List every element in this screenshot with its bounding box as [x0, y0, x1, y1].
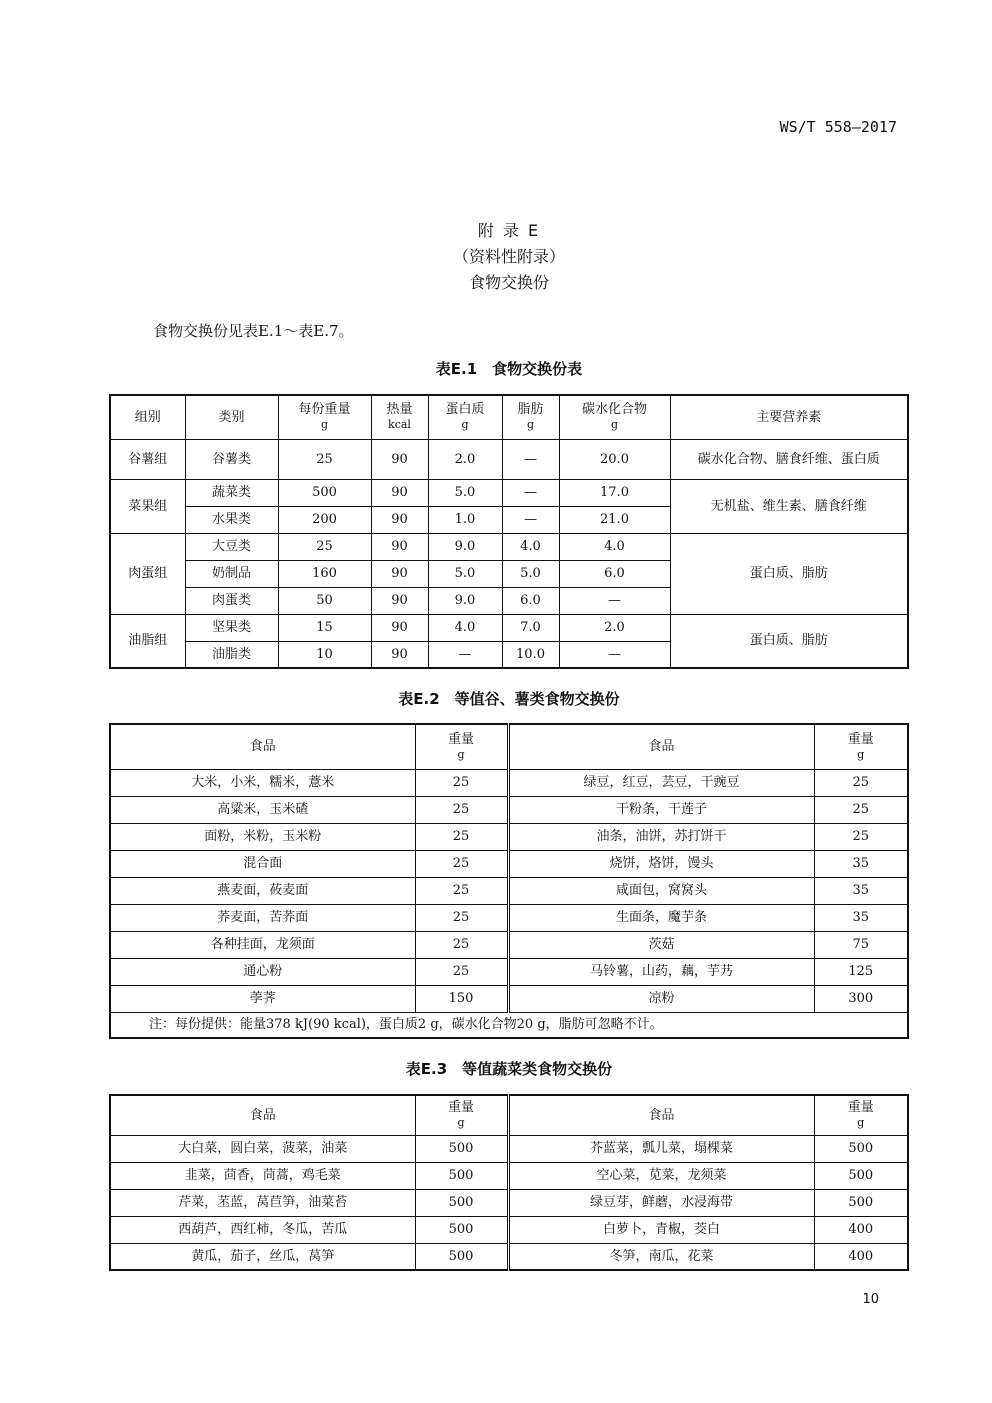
weight-left-cell: 25	[415, 958, 508, 985]
header-group: 组别	[110, 395, 185, 439]
table-row	[110, 769, 908, 796]
fat-cell: 4.0	[502, 533, 559, 560]
food-left-cell: 各种挂面，龙须面	[110, 931, 415, 958]
weight-right-cell: 500	[814, 1189, 908, 1216]
appendix-subject: 食物交换份	[468, 273, 549, 292]
fat-cell: —	[502, 506, 559, 533]
food-right-cell: 凉粉	[508, 985, 814, 1012]
weight-right-cell: 75	[814, 931, 908, 958]
intro-paragraph: 食物交换份见表E.1～表E.7。	[153, 322, 354, 340]
header-weight-left	[415, 1095, 508, 1135]
energy-cell: 90	[371, 533, 428, 560]
carb-cell: —	[559, 587, 670, 614]
table-row	[110, 479, 908, 506]
category-cell: 蔬菜类	[185, 479, 278, 506]
table-row	[110, 1189, 908, 1216]
document-code: WS/T 558—2017	[779, 118, 897, 136]
food-left-cell: 芹菜，苤蓝，莴苣笋，油菜苔	[110, 1189, 415, 1216]
energy-cell: 90	[371, 506, 428, 533]
weight-left-cell: 500	[415, 1162, 508, 1189]
protein-cell: 9.0	[428, 533, 502, 560]
protein-cell: 5.0	[428, 479, 502, 506]
weight-left-cell: 25	[415, 796, 508, 823]
energy-cell: 90	[371, 641, 428, 668]
appendix-title: 附 录 E	[477, 221, 541, 240]
protein-cell: 1.0	[428, 506, 502, 533]
header-energy-label: 热量	[386, 402, 413, 418]
nutrients-cell: 无机盐、维生素、膳食纤维	[670, 479, 908, 533]
weight-right-cell: 25	[814, 769, 908, 796]
food-left-cell: 高粱米，玉米碴	[110, 796, 415, 823]
table3-caption: 表E.3 等值蔬菜类食物交换份	[405, 1060, 613, 1078]
table-row	[110, 877, 908, 904]
food-right-cell: 空心菜，苋菜，龙须菜	[508, 1162, 814, 1189]
carb-cell: 4.0	[559, 533, 670, 560]
weight-right-cell: 35	[814, 904, 908, 931]
category-cell: 谷薯类	[185, 439, 278, 479]
table2-caption: 表E.2 等值谷、薯类食物交换份	[398, 690, 620, 708]
protein-cell: 2.0	[428, 439, 502, 479]
energy-cell: 90	[371, 560, 428, 587]
food-right-cell: 茨菇	[508, 931, 814, 958]
table1-header-row	[110, 395, 908, 439]
header-carb-label: 碳水化合物	[581, 402, 647, 418]
fat-cell: 7.0	[502, 614, 559, 641]
header-carb-unit: g	[610, 418, 619, 432]
carb-cell: 6.0	[559, 560, 670, 587]
weight-right-cell: 500	[814, 1162, 908, 1189]
header-weight-unit: g	[457, 1116, 465, 1130]
weight-cell: 15	[278, 614, 371, 641]
weight-right-cell: 35	[814, 850, 908, 877]
weight-cell: 25	[278, 533, 371, 560]
nutrients-cell: 碳水化合物、膳食纤维、蛋白质	[670, 439, 908, 479]
page-number: 10	[862, 1292, 879, 1307]
table-row	[110, 904, 908, 931]
header-category: 类别	[185, 395, 278, 439]
header-carb	[559, 395, 670, 439]
food-right-cell: 冬笋，南瓜，花菜	[508, 1243, 814, 1270]
food-left-cell: 荞麦面，苦荞面	[110, 904, 415, 931]
protein-cell: 4.0	[428, 614, 502, 641]
food-left-cell: 大白菜，圆白菜，菠菜，油菜	[110, 1135, 415, 1162]
weight-left-cell: 25	[415, 823, 508, 850]
weight-left-cell: 500	[415, 1216, 508, 1243]
table-row	[110, 1216, 908, 1243]
table-row	[110, 958, 908, 985]
header-food-right: 食品	[508, 724, 814, 769]
table2-header-row	[110, 724, 908, 769]
food-right-cell: 白萝卜，青椒，茭白	[508, 1216, 814, 1243]
weight-left-cell: 150	[415, 985, 508, 1012]
weight-right-cell: 25	[814, 796, 908, 823]
carb-cell: —	[559, 641, 670, 668]
header-weight-unit: g	[857, 1116, 865, 1130]
food-left-cell: 燕麦面，莜麦面	[110, 877, 415, 904]
food-right-cell: 油条，油饼，苏打饼干	[508, 823, 814, 850]
food-right-cell: 马铃薯，山药，藕，芋艿	[508, 958, 814, 985]
table-note: 注：每份提供：能量378 kJ(90 kcal)，蛋白质2 g，碳水化合物20 g，脂肪可忽略不计。	[110, 1012, 908, 1038]
header-weight-right	[814, 1095, 908, 1135]
header-weight-unit: g	[457, 747, 465, 761]
carb-cell: 20.0	[559, 439, 670, 479]
weight-left-cell: 500	[415, 1135, 508, 1162]
header-nutrients: 主要营养素	[670, 395, 908, 439]
food-left-cell: 黄瓜，茄子，丝瓜，莴笋	[110, 1243, 415, 1270]
header-weight-label: 重量	[447, 731, 474, 747]
weight-right-cell: 25	[814, 823, 908, 850]
table-row	[110, 1162, 908, 1189]
note-row	[110, 1012, 908, 1038]
weight-left-cell: 25	[415, 769, 508, 796]
appendix-type: （资料性附录）	[452, 247, 565, 266]
weight-cell: 160	[278, 560, 371, 587]
nutrients-cell: 蛋白质、脂肪	[670, 533, 908, 614]
energy-cell: 90	[371, 587, 428, 614]
group-cell: 肉蛋组	[110, 533, 185, 614]
table3-header-row	[110, 1095, 908, 1135]
weight-left-cell: 500	[415, 1243, 508, 1270]
table-row	[110, 439, 908, 479]
food-left-cell: 混合面	[110, 850, 415, 877]
header-protein-unit: g	[461, 418, 469, 432]
category-cell: 油脂类	[185, 641, 278, 668]
table-row	[110, 823, 908, 850]
weight-cell: 10	[278, 641, 371, 668]
category-cell: 水果类	[185, 506, 278, 533]
group-cell: 油脂组	[110, 614, 185, 668]
weight-right-cell: 35	[814, 877, 908, 904]
weight-right-cell: 400	[814, 1216, 908, 1243]
header-food-right: 食品	[508, 1095, 814, 1135]
food-left-cell: 面粉，米粉，玉米粉	[110, 823, 415, 850]
weight-left-cell: 25	[415, 850, 508, 877]
carb-cell: 17.0	[559, 479, 670, 506]
table-row	[110, 796, 908, 823]
energy-cell: 90	[371, 439, 428, 479]
carb-cell: 21.0	[559, 506, 670, 533]
header-fat-label: 脂肪	[517, 402, 544, 418]
fat-cell: —	[502, 439, 559, 479]
weight-right-cell: 500	[814, 1135, 908, 1162]
header-protein	[428, 395, 502, 439]
food-left-cell: 通心粉	[110, 958, 415, 985]
header-weight	[278, 395, 371, 439]
food-right-cell: 芥蓝菜，瓢儿菜，塌棵菜	[508, 1135, 814, 1162]
table-row	[110, 1243, 908, 1270]
header-weight-left	[415, 724, 508, 769]
fat-cell: —	[502, 479, 559, 506]
header-protein-label: 蛋白质	[445, 402, 485, 418]
weight-cell: 500	[278, 479, 371, 506]
category-cell: 大豆类	[185, 533, 278, 560]
food-right-cell: 绿豆，红豆，芸豆，干豌豆	[508, 769, 814, 796]
header-weight-label: 重量	[447, 1100, 474, 1116]
weight-cell: 200	[278, 506, 371, 533]
food-right-cell: 绿豆芽，鲜蘑，水浸海带	[508, 1189, 814, 1216]
header-fat	[502, 395, 559, 439]
header-food-left: 食品	[110, 1095, 415, 1135]
category-cell: 肉蛋类	[185, 587, 278, 614]
protein-cell: 5.0	[428, 560, 502, 587]
weight-right-cell: 125	[814, 958, 908, 985]
header-weight-unit: g	[320, 418, 329, 432]
protein-cell: 9.0	[428, 587, 502, 614]
header-weight-right	[814, 724, 908, 769]
weight-left-cell: 25	[415, 877, 508, 904]
table3	[109, 1094, 909, 1271]
protein-cell: —	[428, 641, 502, 668]
weight-left-cell: 25	[415, 931, 508, 958]
food-right-cell: 烧饼，烙饼，馒头	[508, 850, 814, 877]
group-cell: 谷薯组	[110, 439, 185, 479]
header-weight-label: 重量	[847, 731, 874, 747]
table1	[109, 394, 909, 669]
weight-left-cell: 500	[415, 1189, 508, 1216]
fat-cell: 5.0	[502, 560, 559, 587]
table-row	[110, 931, 908, 958]
table-row	[110, 850, 908, 877]
category-cell: 坚果类	[185, 614, 278, 641]
fat-cell: 10.0	[502, 641, 559, 668]
food-left-cell: 荸荠	[110, 985, 415, 1012]
weight-left-cell: 25	[415, 904, 508, 931]
fat-cell: 6.0	[502, 587, 559, 614]
table2	[109, 723, 909, 1039]
header-energy	[371, 395, 428, 439]
table1-caption: 表E.1 食物交换份表	[435, 360, 583, 378]
header-food-left: 食品	[110, 724, 415, 769]
food-left-cell: 韭菜，茴香，茼蒿，鸡毛菜	[110, 1162, 415, 1189]
weight-cell: 25	[278, 439, 371, 479]
header-weight-label: 重量	[847, 1100, 874, 1116]
weight-right-cell: 400	[814, 1243, 908, 1270]
table-row	[110, 533, 908, 560]
header-fat-unit: g	[526, 418, 535, 432]
food-right-cell: 干粉条，干莲子	[508, 796, 814, 823]
header-weight-unit: g	[857, 747, 865, 761]
weight-right-cell: 300	[814, 985, 908, 1012]
food-right-cell: 生面条，魔芋条	[508, 904, 814, 931]
group-cell: 菜果组	[110, 479, 185, 533]
food-left-cell: 西葫芦，西红柿，冬瓜，苦瓜	[110, 1216, 415, 1243]
header-energy-unit: kcal	[388, 418, 411, 432]
energy-cell: 90	[371, 614, 428, 641]
header-weight-label: 每份重量	[298, 402, 351, 418]
nutrients-cell: 蛋白质、脂肪	[670, 614, 908, 668]
table-row	[110, 1135, 908, 1162]
carb-cell: 2.0	[559, 614, 670, 641]
table-row	[110, 985, 908, 1012]
food-left-cell: 大米，小米，糯米，薏米	[110, 769, 415, 796]
category-cell: 奶制品	[185, 560, 278, 587]
food-right-cell: 咸面包，窝窝头	[508, 877, 814, 904]
weight-cell: 50	[278, 587, 371, 614]
energy-cell: 90	[371, 479, 428, 506]
table-row	[110, 614, 908, 641]
